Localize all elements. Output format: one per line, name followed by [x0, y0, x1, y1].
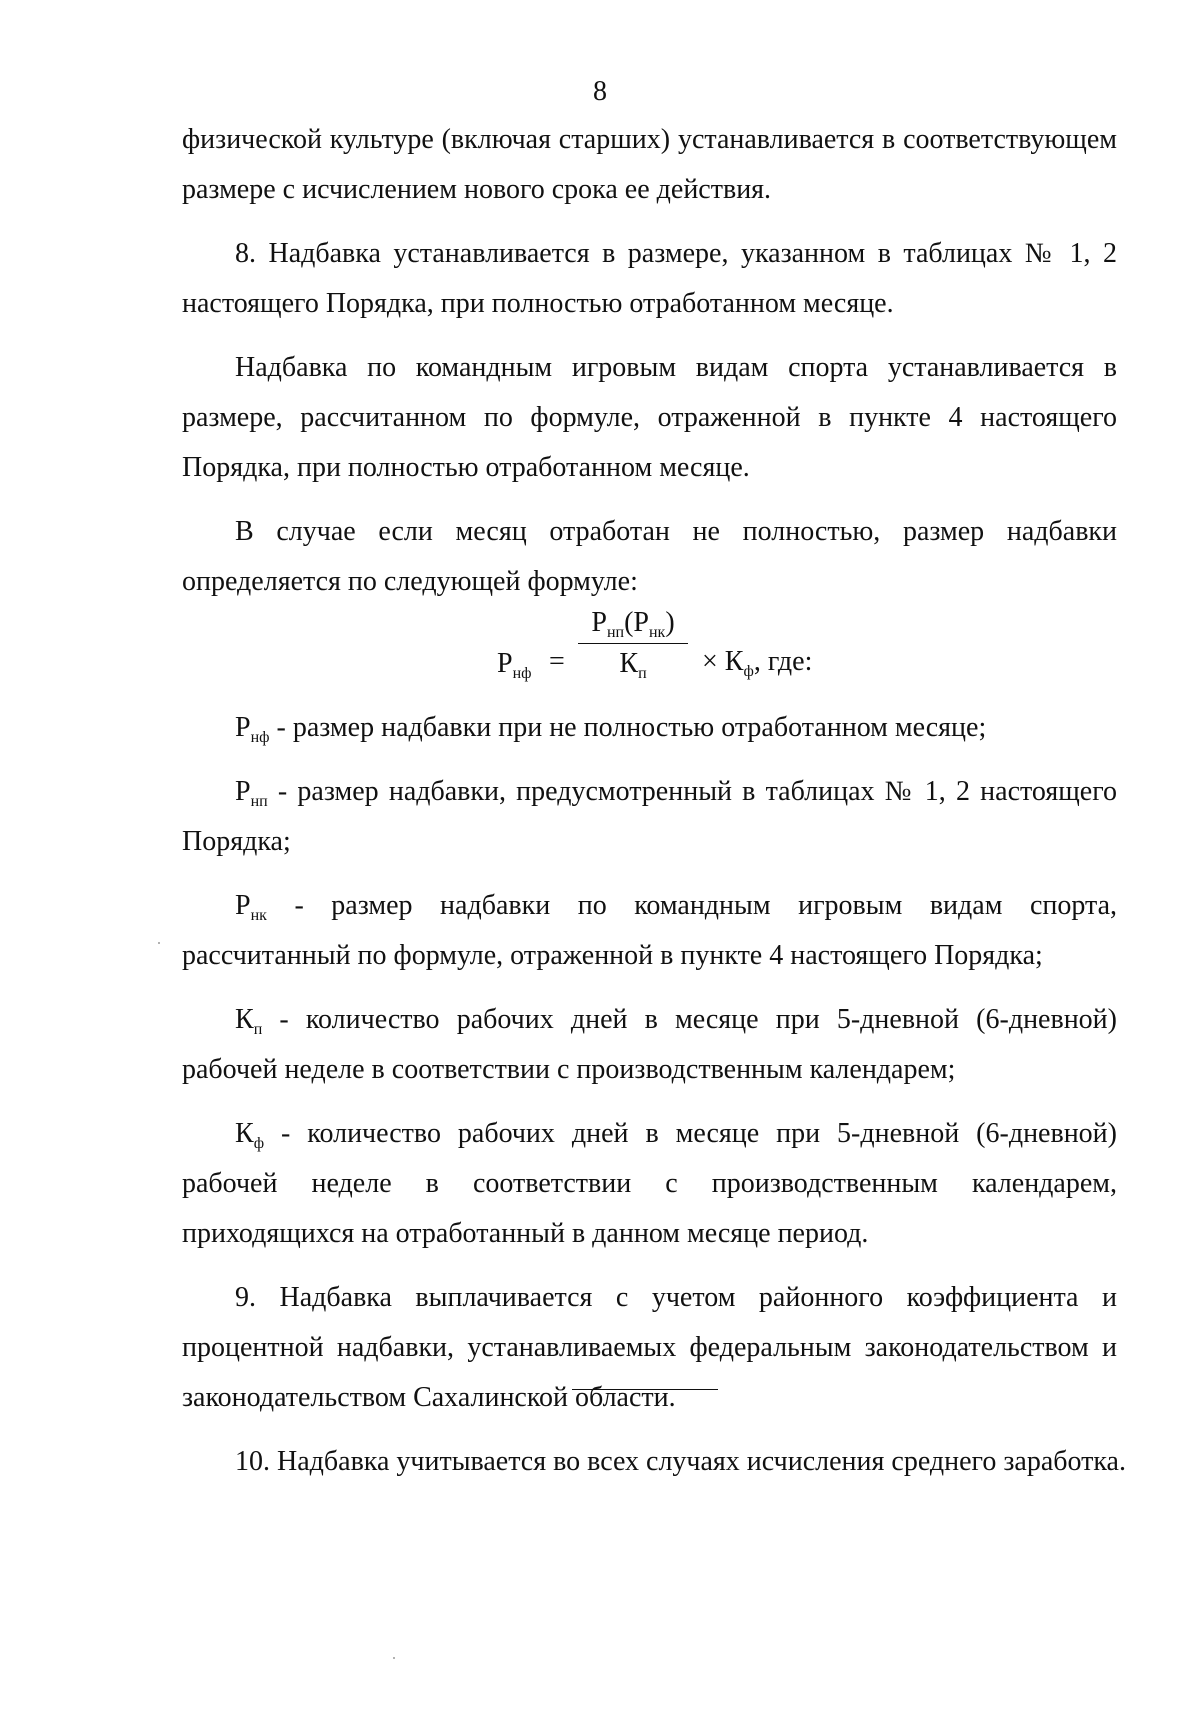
paragraph-8-partial-month: В случае если месяц отработан не полностью, размер надбавки определяется по следующей формуле:	[182, 516, 1117, 597]
definition-r-nk: $Р_{нк}$ - размер надбавки по командным игровым видам спорта, рассчитанный по формуле, отраженной в пункте 4 настоящего Порядка;	[182, 890, 1117, 971]
definition-r-nf: $Р_{нф}$ - размер надбавки при не полностью отработанном месяце;	[235, 712, 987, 746]
paragraph-10: 10. Надбавка учитывается во всех случаях исчисления среднего заработка.	[235, 1446, 1126, 1477]
scan-speck	[158, 942, 160, 944]
definition-r-np: $Р_{нп}$ - размер надбавки, предусмотренный в таблицах № 1, 2 настоящего Порядка;	[182, 776, 1117, 857]
formula-equals: =	[549, 646, 565, 677]
paragraph-8-team-sports: Надбавка по командным игровым видам спорта устанавливается в размере, рассчитанном по формуле, отраженной в пункте 4 настоящего Порядка, при полностью отработанном месяце.	[182, 352, 1117, 483]
scan-speck	[393, 1657, 395, 1659]
formula-numerator: $Р_{нп}(Р_{нк})$	[578, 603, 688, 644]
paragraph-8: 8. Надбавка устанавливается в размере, указанном в таблицах № 1, 2 настоящего Порядка, при полностью отработанном месяце.	[182, 238, 1117, 319]
definition-k-p: $К_п$ - количество рабочих дней в месяце при 5-дневной (6-дневной) рабочей неделе в соответствии с производственным календарем;	[182, 1004, 1117, 1085]
paragraph-9: 9. Надбавка выплачивается с учетом районного коэффициента и процентной надбавки, устанавливаемых федеральным законодательством и законодательством Сахалинской области.	[182, 1282, 1117, 1413]
end-rule	[572, 1389, 718, 1390]
formula-fraction	[578, 603, 688, 684]
formula-lhs: $Р_{нф}$	[497, 648, 532, 682]
paragraph-intro: физической культуре (включая старших) устанавливается в соответствующем размере с исчислением нового срока ее действия.	[182, 124, 1117, 205]
definition-k-f: $К_ф$ - количество рабочих дней в месяце при 5-дневной (6-дневной) рабочей неделе в соответствии с производственным календарем, приходящихся на отработанный в данном месяце период.	[182, 1118, 1117, 1249]
formula-denominator: $К_п$	[619, 648, 647, 682]
formula	[182, 607, 1117, 703]
formula-rhs: × $К_ф$, где:	[702, 646, 813, 680]
page-number: 8	[593, 76, 607, 107]
document-body	[182, 115, 1126, 1487]
